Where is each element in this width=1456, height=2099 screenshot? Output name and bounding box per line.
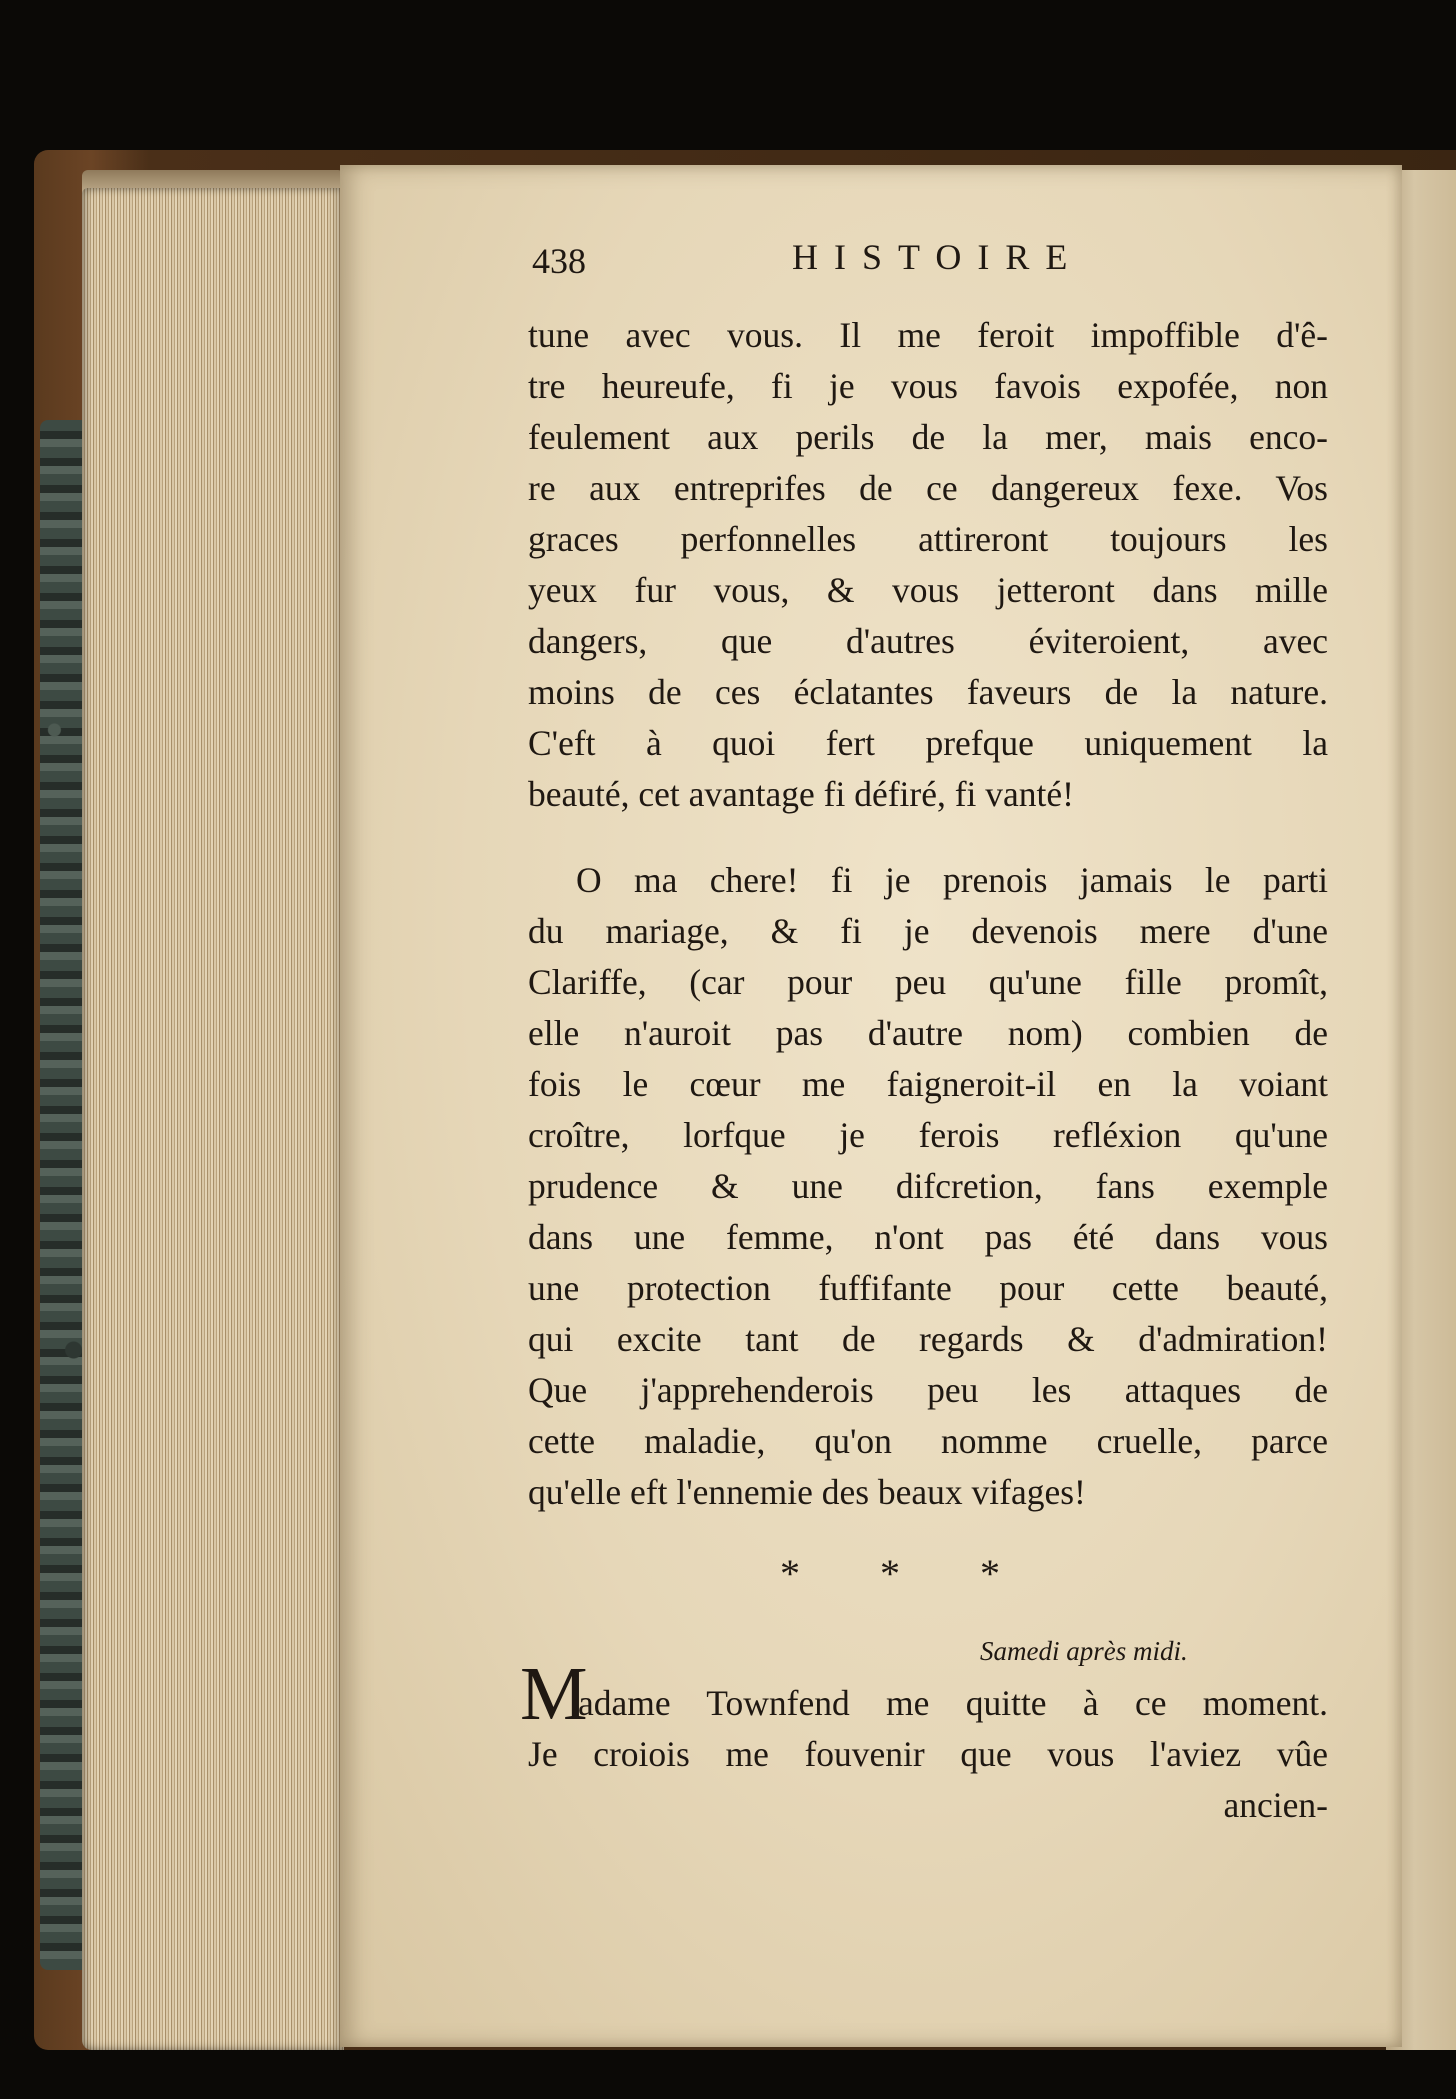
running-title: HISTOIRE [792, 237, 1084, 277]
page-edges-stack [82, 188, 344, 2050]
text-line: yeux fur vous, & vous jetteront dans mille [528, 570, 1328, 610]
text-line: Que j'apprehenderois peu les attaques de [528, 1370, 1328, 1410]
text-line: cette maladie, qu'on nomme cruelle, parce [528, 1421, 1328, 1461]
text-line: moins de ces éclatantes faveurs de la nature. [528, 672, 1328, 712]
text-line: O ma chere! fi je prenois jamais le parti [576, 860, 1328, 900]
text-line: dangers, que d'autres éviteroient, avec [528, 621, 1328, 661]
page-number: 438 [532, 241, 586, 281]
text-line: dans une femme, n'ont pas été dans vous [528, 1217, 1328, 1257]
text-line: re aux entreprifes de ce dangereux fexe. Vos [528, 468, 1328, 508]
text-line: tune avec vous. Il me feroit impoffible d'ê- [528, 315, 1328, 355]
text-line: tre heureufe, fi je vous favois expofée, non [528, 366, 1328, 406]
text-line: prudence & une difcretion, fans exemple [528, 1166, 1328, 1206]
text-line: fois le cœur me faigneroit-il en la voiant [528, 1064, 1328, 1104]
text-line: du mariage, & fi je devenois mere d'une [528, 911, 1328, 951]
paragraph-2 [528, 855, 1328, 1518]
text-line: beauté, cet avantage fi défiré, fi vanté! [528, 774, 1074, 814]
section-separator: * * * [780, 1551, 1000, 1596]
text-line: Je croiois me fouvenir que vous l'aviez vûe [528, 1734, 1328, 1774]
dateline: Samedi après midi. [980, 1636, 1188, 1666]
text-line: feulement aux perils de la mer, mais enco- [528, 417, 1328, 457]
text-line: C'eft à quoi fert prefque uniquement la [528, 723, 1328, 763]
text-line: une protection fuffifante pour cette beauté, [528, 1268, 1328, 1308]
drop-cap: M [520, 1652, 588, 1736]
text-line: croître, lorfque je ferois refléxion qu'une [528, 1115, 1328, 1155]
text-line: graces perfonnelles attireront toujours les [528, 519, 1328, 559]
catchword: ancien- [1223, 1785, 1328, 1825]
text-line: qu'elle eft l'ennemie des beaux vifages! [528, 1472, 1086, 1512]
text-line: qui excite tant de regards & d'admiration! [528, 1319, 1328, 1359]
paragraph-3 [528, 1678, 1328, 1831]
text-line: Clariffe, (car pour peu qu'une fille promît, [528, 962, 1328, 1002]
paragraph-1 [528, 310, 1328, 820]
text-line: elle n'auroit pas d'autre nom) combien de [528, 1013, 1328, 1053]
marbled-cover-edge [40, 420, 88, 1970]
text-line: adame Townfend me quitte à ce moment. [578, 1683, 1328, 1723]
